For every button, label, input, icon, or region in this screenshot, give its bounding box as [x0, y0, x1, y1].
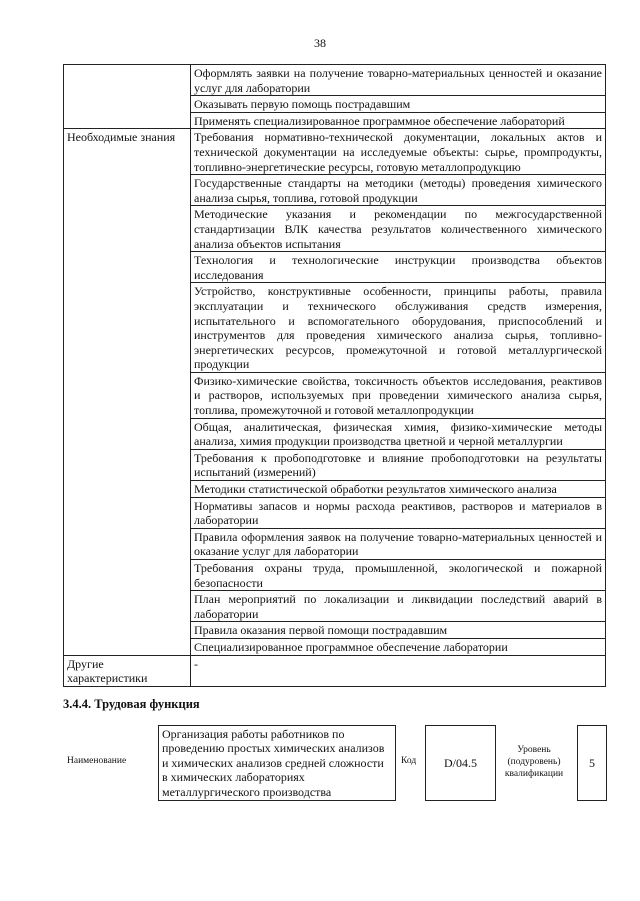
page-number: 38	[314, 36, 326, 50]
item-cell: Нормативы запасов и нормы расхода реактивов, растворов и материалов в лаборатории	[191, 497, 606, 528]
item-cell: Физико-химические свойства, токсичность объектов исследования, реактивов и растворов, используемых при проведении химического анализа сырья, топлива, промежуточной и готовой металлопродукции	[191, 372, 606, 418]
function-code-value: D/04.5	[425, 725, 496, 801]
item-cell: -	[191, 655, 606, 686]
item-cell: Правила оформления заявок на получение товарно-материальных ценностей и оказание услуг для лаборатории	[191, 528, 606, 559]
function-name-value: Организация работы работников по проведению простых химических анализов и химических анализов средней сложности в химических лабораториях металлургического производства	[158, 725, 396, 801]
item-cell: Требования нормативно-технической документации, локальных актов и технической документации на исследуемые объекты: сырье, промпродукты, топливно-энергетические ресурсы, готовую металлопродукцию	[191, 129, 606, 175]
group-label-cell: Необходимые знания	[64, 129, 191, 655]
function-name-label: Наименование	[67, 756, 127, 766]
item-cell: Оказывать первую помощь пострадавшим	[191, 96, 606, 113]
item-cell: Технология и технологические инструкции производства объектов исследования	[191, 252, 606, 283]
item-cell: Оформлять заявки на получение товарно-материальных ценностей и оказание услуг для лаборатории	[191, 65, 606, 96]
item-cell: Устройство, конструктивные особенности, принципы работы, правила эксплуатации и технического обслуживания средств измерения, испытательного и вспомогательного оборудования, приспособлений и инструментов для проведения химического анализа сырья, топливно-энергетических ресурсов, промежуточной и готовой металлургической продукции	[191, 283, 606, 373]
item-cell: Требования охраны труда, промышленной, экологической и пожарной безопасности	[191, 560, 606, 591]
competency-table	[63, 64, 606, 687]
item-cell: План мероприятий по локализации и ликвидации последствий аварий в лаборатории	[191, 591, 606, 622]
competency-table-body	[64, 65, 606, 687]
table-row	[64, 655, 606, 686]
qualification-level-label: Уровень (подуровень) квалификации	[504, 745, 564, 779]
item-cell: Применять специализированное программное обеспечение лабораторий	[191, 112, 606, 129]
item-cell: Специализированное программное обеспечение лаборатории	[191, 638, 606, 655]
item-cell: Государственные стандарты на методики (методы) проведения химического анализа сырья, топлива, готовой продукции	[191, 175, 606, 206]
item-cell: Правила оказания первой помощи пострадавшим	[191, 622, 606, 639]
group-label-cell: Другие характеристики	[64, 655, 191, 686]
item-cell: Методические указания и рекомендации по межгосударственной стандартизации ВЛК качества результатов количественного химического анализа объектов испытания	[191, 206, 606, 252]
section-heading: 3.4.4. Трудовая функция	[63, 697, 200, 711]
labor-function-block	[63, 725, 608, 803]
item-cell: Общая, аналитическая, физическая химия, физико-химические методы анализа, химия продукции производства цветной и черной металлургии	[191, 418, 606, 449]
item-cell: Методики статистической обработки результатов химического анализа	[191, 481, 606, 498]
item-cell: Требования к пробоподготовке и влияние пробоподготовки на результаты испытаний (измерений)	[191, 449, 606, 480]
group-label-cell	[64, 65, 191, 129]
function-code-label: Код	[401, 756, 417, 766]
table-row	[64, 65, 606, 96]
qualification-level-value: 5	[577, 725, 607, 801]
table-row	[64, 129, 606, 175]
